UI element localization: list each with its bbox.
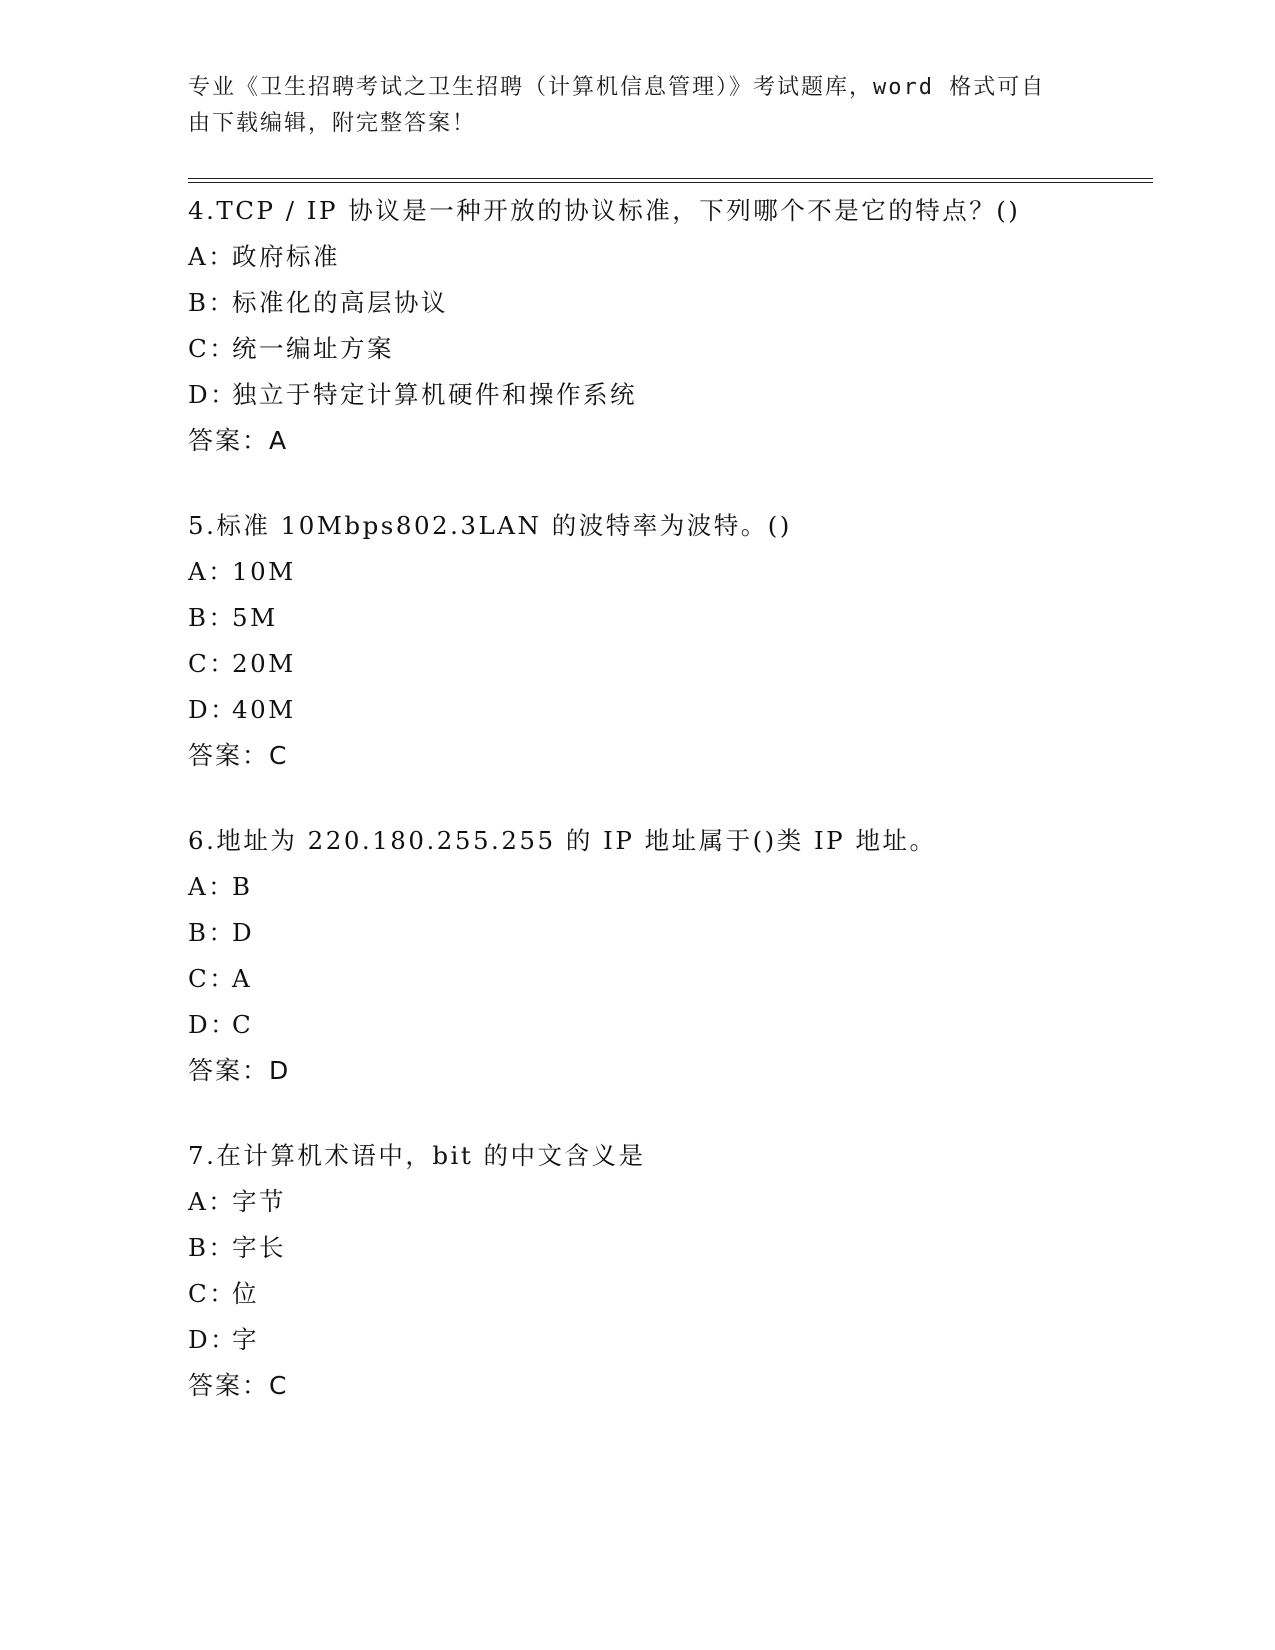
option-d: [188, 1317, 1153, 1363]
question-list: [188, 188, 1153, 1448]
question-stem: 5.标准 10Mbps802.3LAN 的波特率为波特。(): [188, 511, 792, 540]
option-text: C: [232, 1010, 254, 1039]
option-a: [188, 234, 1153, 280]
answer: 答案：D: [188, 1056, 291, 1085]
option-text: 位: [232, 1279, 259, 1308]
option-d: [188, 687, 1153, 733]
option-text: A: [232, 964, 253, 993]
option-text: 字: [232, 1325, 259, 1354]
option-letter: D：: [188, 1325, 238, 1354]
option-letter: C：: [188, 964, 237, 993]
option-letter: B：: [188, 288, 236, 317]
question-stem: 6.地址为 220.180.255.255 的 IP 地址属于()类 IP 地址。: [188, 826, 937, 855]
option-letter: C：: [188, 1279, 237, 1308]
option-text: 政府标准: [232, 242, 340, 271]
option-text: 独立于特定计算机硬件和操作系统: [232, 380, 637, 409]
option-letter: D：: [188, 1010, 238, 1039]
option-b: [188, 595, 1153, 641]
question-stem: 7.在计算机术语中，bit 的中文含义是: [188, 1141, 646, 1170]
option-b: [188, 910, 1153, 956]
option-letter: D：: [188, 695, 238, 724]
option-letter: B：: [188, 603, 236, 632]
option-b: [188, 1225, 1153, 1271]
document-header: 专业《卫生招聘考试之卫生招聘（计算机信息管理）》考试题库，word 格式可自由下载编辑，附完整答案！: [188, 75, 1046, 136]
option-a: [188, 549, 1153, 595]
option-c: [188, 326, 1153, 372]
option-a: [188, 1179, 1153, 1225]
question-5: [188, 503, 1153, 779]
option-letter: A：: [188, 1187, 236, 1216]
question-6: [188, 818, 1153, 1094]
option-letter: C：: [188, 334, 237, 363]
option-text: 20M: [232, 649, 296, 678]
answer: 答案：A: [188, 426, 289, 455]
option-c: [188, 956, 1153, 1002]
option-text: 标准化的高层协议: [232, 288, 448, 317]
option-text: 字节: [232, 1187, 286, 1216]
option-text: B: [232, 872, 253, 901]
answer: 答案：C: [188, 741, 289, 770]
option-letter: D：: [188, 380, 238, 409]
option-letter: A：: [188, 872, 236, 901]
option-text: 5M: [232, 603, 278, 632]
question-4: [188, 188, 1153, 464]
option-d: [188, 1002, 1153, 1048]
option-letter: B：: [188, 918, 236, 947]
option-letter: B：: [188, 1233, 236, 1262]
question-stem: 4.TCP / IP 协议是一种开放的协议标准，下列哪个不是它的特点？(): [188, 196, 1021, 225]
option-text: 10M: [232, 557, 296, 586]
option-c: [188, 1271, 1153, 1317]
answer: 答案：C: [188, 1371, 289, 1400]
option-c: [188, 641, 1153, 687]
option-letter: C：: [188, 649, 237, 678]
option-a: [188, 864, 1153, 910]
option-text: 字长: [232, 1233, 286, 1262]
question-7: [188, 1133, 1153, 1409]
option-letter: A：: [188, 242, 236, 271]
option-text: D: [232, 918, 255, 947]
option-letter: A：: [188, 557, 236, 586]
option-b: [188, 280, 1153, 326]
option-d: [188, 372, 1153, 418]
header-divider: [188, 178, 1153, 183]
option-text: 40M: [232, 695, 296, 724]
option-text: 统一编址方案: [232, 334, 394, 363]
